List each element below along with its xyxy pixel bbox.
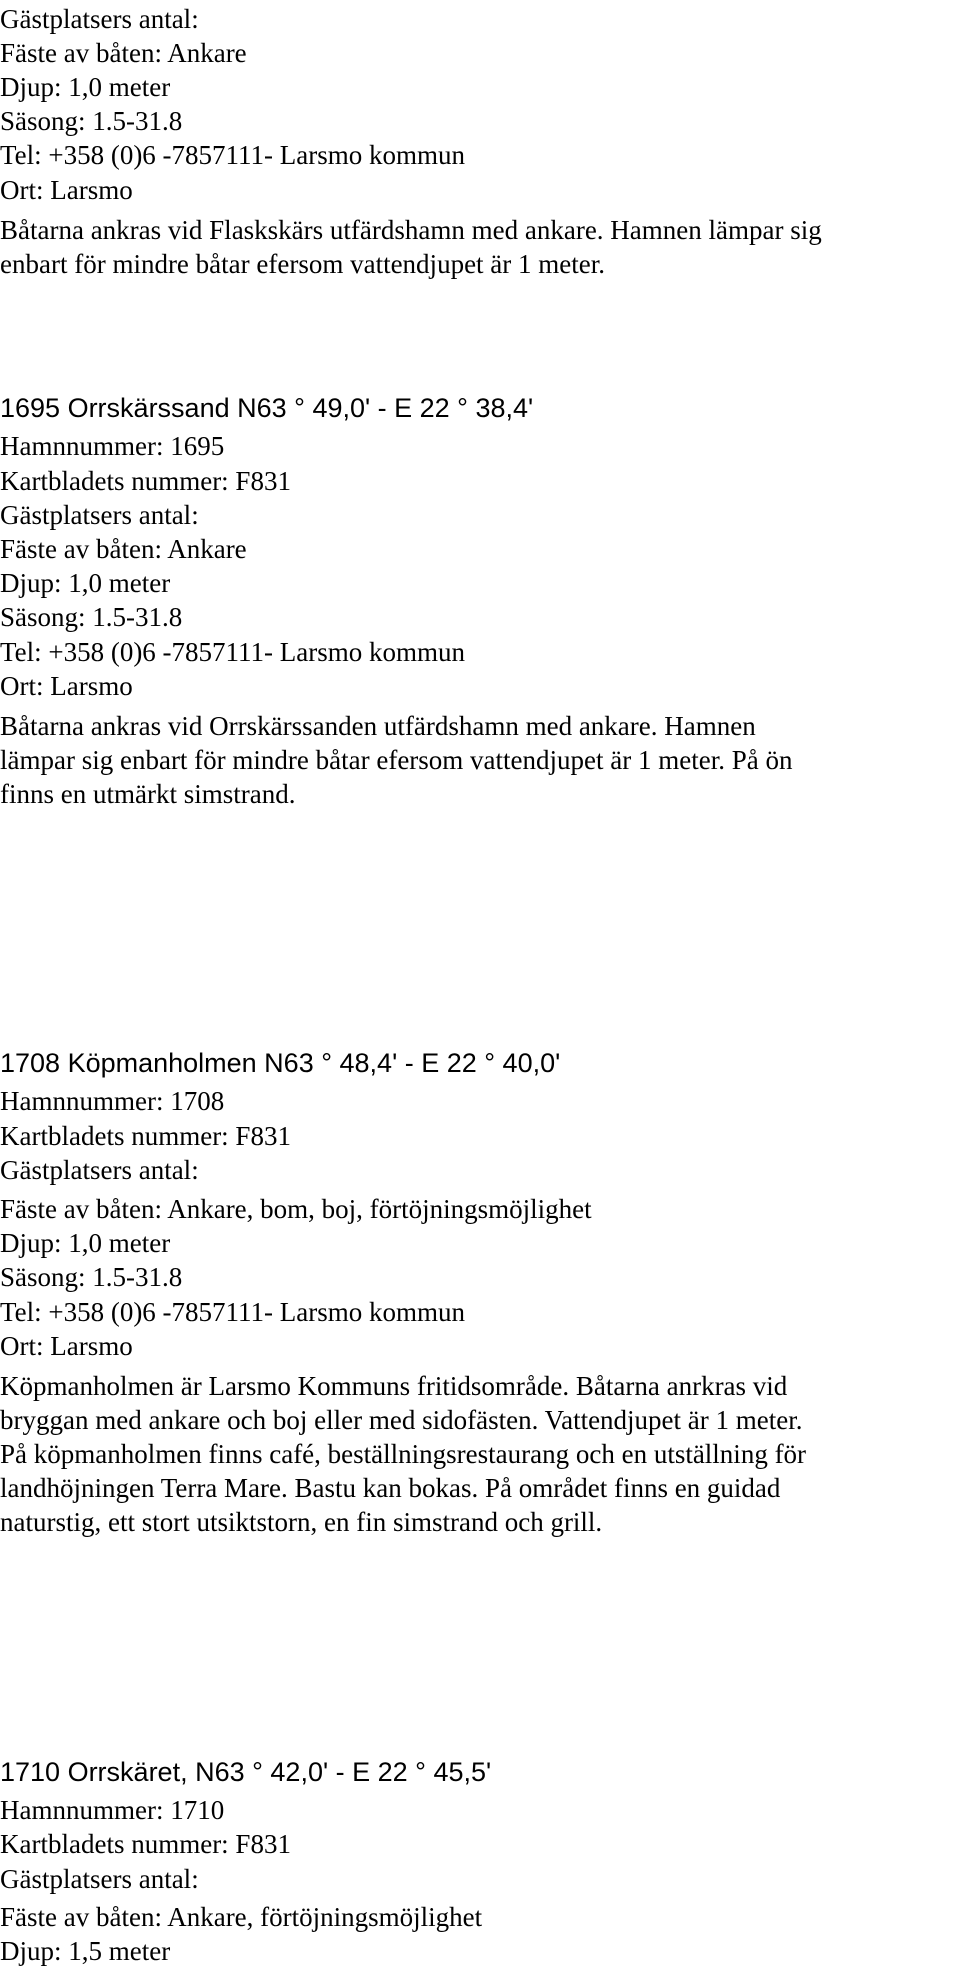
harbor-heading-1695: 1695 Orrskärssand N63 ° 49,0' - E 22 ° 38,4'	[0, 393, 534, 423]
phone-line: Tel: +358 (0)6 -7857111- Larsmo kommun	[0, 1297, 466, 1327]
description-line: Båtarna ankras vid Flaskskärs utfärdshamn med ankare. Hamnen lämpar sig	[0, 215, 822, 245]
harbor-number-line: Hamnnummer: 1710	[0, 1795, 225, 1825]
harbor-number-line: Hamnnummer: 1708	[0, 1086, 225, 1116]
harbor-heading-1708: 1708 Köpmanholmen N63 ° 48,4' - E 22 ° 40,0'	[0, 1048, 561, 1078]
description-line: På köpmanholmen finns café, beställningsrestaurang och en utställning för	[0, 1439, 807, 1469]
place-line: Ort: Larsmo	[0, 671, 133, 701]
guest-places-line: Gästplatsers antal:	[0, 4, 199, 34]
phone-line: Tel: +358 (0)6 -7857111- Larsmo kommun	[0, 140, 466, 170]
depth-line: Djup: 1,0 meter	[0, 1228, 171, 1258]
description-line: landhöjningen Terra Mare. Bastu kan bokas. På området finns en guidad	[0, 1473, 781, 1503]
chart-number-line: Kartbladets nummer: F831	[0, 1829, 291, 1859]
harbor-number-line: Hamnnummer: 1695	[0, 431, 225, 461]
season-line: Säsong: 1.5-31.8	[0, 106, 183, 136]
description-line: bryggan med ankare och boj eller med sidofästen. Vattendjupet är 1 meter.	[0, 1405, 803, 1435]
mooring-line: Fäste av båten: Ankare	[0, 534, 247, 564]
chart-number-line: Kartbladets nummer: F831	[0, 1121, 291, 1151]
mooring-line: Fäste av båten: Ankare, bom, boj, förtöjningsmöjlighet	[0, 1194, 592, 1224]
description-line: naturstig, ett stort utsiktstorn, en fin simstrand och grill.	[0, 1507, 603, 1537]
guest-places-line: Gästplatsers antal:	[0, 500, 199, 530]
guest-places-line: Gästplatsers antal:	[0, 1864, 199, 1894]
description-line: enbart för mindre båtar efersom vattendjupet är 1 meter.	[0, 249, 605, 279]
chart-number-line: Kartbladets nummer: F831	[0, 466, 291, 496]
depth-line: Djup: 1,0 meter	[0, 72, 171, 102]
harbor-heading-1710: 1710 Orrskäret, N63 ° 42,0' - E 22 ° 45,5'	[0, 1757, 492, 1787]
guest-places-line: Gästplatsers antal:	[0, 1155, 199, 1185]
description-line: lämpar sig enbart för mindre båtar efersom vattendjupet är 1 meter. På ön	[0, 745, 793, 775]
depth-line: Djup: 1,0 meter	[0, 568, 171, 598]
place-line: Ort: Larsmo	[0, 175, 133, 205]
description-line: Båtarna ankras vid Orrskärssanden utfärdshamn med ankare. Hamnen	[0, 711, 756, 741]
mooring-line: Fäste av båten: Ankare, förtöjningsmöjlighet	[0, 1902, 483, 1932]
depth-line: Djup: 1,5 meter	[0, 1936, 171, 1966]
place-line: Ort: Larsmo	[0, 1331, 133, 1361]
season-line: Säsong: 1.5-31.8	[0, 1262, 183, 1292]
description-line: Köpmanholmen är Larsmo Kommuns fritidsområde. Båtarna anrkras vid	[0, 1371, 788, 1401]
season-line: Säsong: 1.5-31.8	[0, 602, 183, 632]
description-line: finns en utmärkt simstrand.	[0, 779, 296, 809]
phone-line: Tel: +358 (0)6 -7857111- Larsmo kommun	[0, 637, 466, 667]
mooring-line: Fäste av båten: Ankare	[0, 38, 247, 68]
